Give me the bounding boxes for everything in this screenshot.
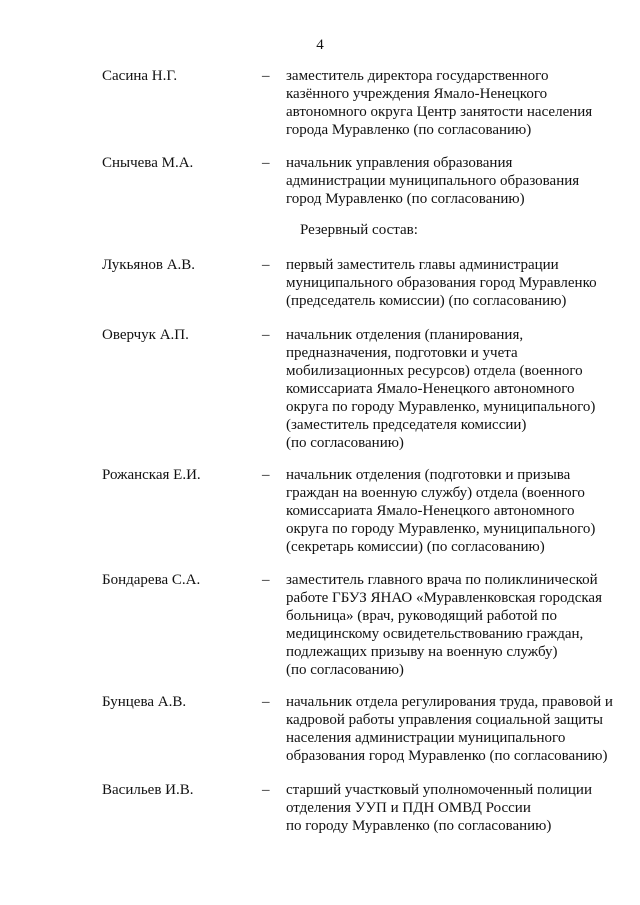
position-line: образования город Муравленко (по согласованию) xyxy=(286,748,608,764)
position-line: администрации муниципального образования xyxy=(286,173,580,189)
position-line: комиссариата Ямало-Ненецкого автономного xyxy=(286,381,575,397)
position-line: населения администрации муниципального xyxy=(286,730,566,746)
position-line: работе ГБУЗ ЯНАО «Муравленковская городская xyxy=(286,590,602,606)
dash-separator: – xyxy=(262,257,270,273)
position-line: начальник отделения (подготовки и призыва xyxy=(286,467,571,483)
position-line: начальник управления образования xyxy=(286,155,513,171)
position-line: подлежащих призыву на военную службу) xyxy=(286,644,558,660)
member-name: Снычева М.А. xyxy=(102,155,194,171)
member-name: Бондарева С.А. xyxy=(102,572,201,588)
position-line: начальник отделения (планирования, xyxy=(286,327,524,343)
member-position xyxy=(286,256,631,310)
member-name: Бунцева А.В. xyxy=(102,694,187,710)
dash-separator: – xyxy=(262,155,270,171)
position-line: казённого учреждения Ямало-Ненецкого xyxy=(286,86,548,102)
position-line: граждан на военную службу) отдела (военного xyxy=(286,485,585,501)
position-line: города Муравленко (по согласованию) xyxy=(286,122,532,138)
member-name: Оверчук А.П. xyxy=(102,327,189,343)
position-line: заместитель директора государственного xyxy=(286,68,549,84)
position-line: медицинскому освидетельствованию граждан, xyxy=(286,626,584,642)
position-line: отделения УУП и ПДН ОМВД России xyxy=(286,800,531,816)
member-name: Рожанская Е.И. xyxy=(102,467,201,483)
dash-separator: – xyxy=(262,327,270,343)
position-line: первый заместитель главы администрации xyxy=(286,257,559,273)
position-line: (по согласованию) xyxy=(286,662,404,678)
position-line: старший участковый уполномоченный полиции xyxy=(286,782,592,798)
member-position xyxy=(286,326,631,452)
member-position xyxy=(286,571,631,679)
reserve-section-title: Резервный состав: xyxy=(300,222,418,238)
position-line: больница» (врач, руководящий работой по xyxy=(286,608,557,624)
dash-separator: – xyxy=(262,694,270,710)
position-line: комиссариата Ямало-Ненецкого автономного xyxy=(286,503,575,519)
position-line: по городу Муравленко (по согласованию) xyxy=(286,818,552,834)
member-position xyxy=(286,693,631,765)
position-line: округа по городу Муравленко, муниципального) xyxy=(286,521,596,537)
position-line: кадровой работы управления социальной защиты xyxy=(286,712,603,728)
member-name: Васильев И.В. xyxy=(102,782,194,798)
position-line: город Муравленко (по согласованию) xyxy=(286,191,525,207)
position-line: округа по городу Муравленко, муниципального) xyxy=(286,399,596,415)
position-line: (председатель комиссии) (по согласованию) xyxy=(286,293,567,309)
position-line: мобилизационных ресурсов) отдела (военного xyxy=(286,363,583,379)
member-position xyxy=(286,67,631,139)
member-position xyxy=(286,466,631,556)
member-position xyxy=(286,781,631,835)
position-line: начальник отдела регулирования труда, правовой и xyxy=(286,694,613,710)
position-line: (секретарь комиссии) (по согласованию) xyxy=(286,539,545,555)
member-position xyxy=(286,154,631,208)
dash-separator: – xyxy=(262,467,270,483)
position-line: муниципального образования город Муравленко xyxy=(286,275,597,291)
member-name: Лукьянов А.В. xyxy=(102,257,196,273)
position-line: предназначения, подготовки и учета xyxy=(286,345,518,361)
position-line: (заместитель председателя комиссии) xyxy=(286,417,527,433)
dash-separator: – xyxy=(262,572,270,588)
position-line: (по согласованию) xyxy=(286,435,404,451)
dash-separator: – xyxy=(262,782,270,798)
page-number: 4 xyxy=(316,37,324,53)
position-line: автономного округа Центр занятости населения xyxy=(286,104,593,120)
dash-separator: – xyxy=(262,68,270,84)
member-name: Сасина Н.Г. xyxy=(102,68,178,84)
position-line: заместитель главного врача по поликлинической xyxy=(286,572,598,588)
